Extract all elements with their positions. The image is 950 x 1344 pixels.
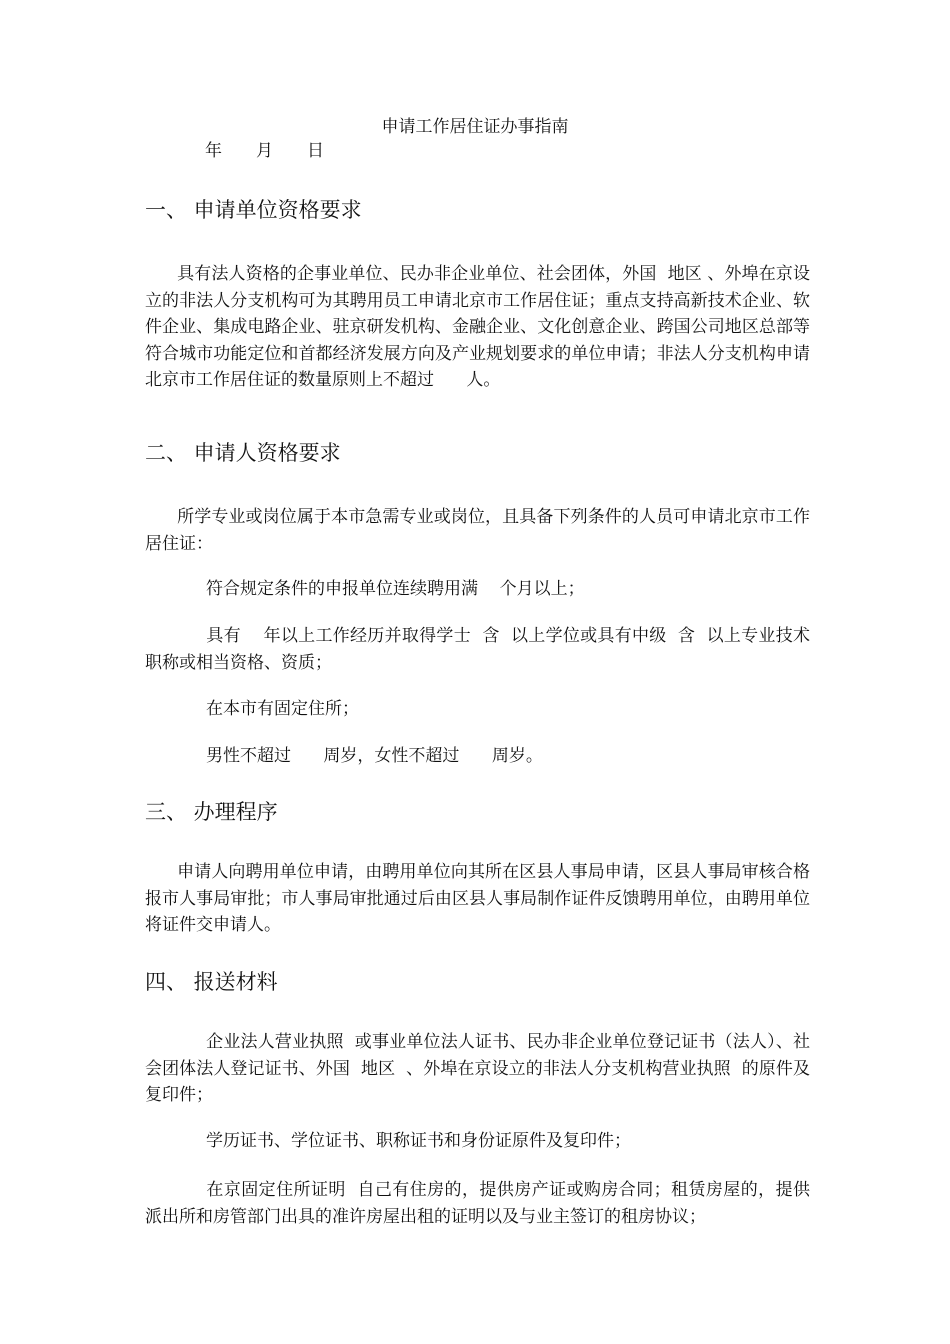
section-4-item-3 [145,1177,810,1230]
paragraph-text: 男性不超过 周岁，女性不超过 周岁。 [206,746,543,766]
section-2-paragraph-1 [145,504,810,557]
paragraph-text: 在京固定住所证明 自己有住房的，提供房产证或购房合同；租赁房屋的，提供派出所和房管部门出具的准许房屋出租的证明以及与业主签订的租房协议； [145,1180,810,1227]
section-4-item-1 [145,1029,810,1109]
section-3-paragraph-1 [145,859,810,939]
section-4-item-2 [145,1128,810,1155]
paragraph-text: 学历证书、学位证书、职称证书和身份证原件及复印件； [206,1131,631,1151]
section-heading-2: 二、 申请人资格要求 [145,441,341,465]
paragraph-text: 具有法人资格的企事业单位、民办非企业单位、社会团体，外国 地区 、外埠在京设立的非法人分支机构可为其聘用员工申请北京市工作居住证；重点支持高新技术企业、软件企业、集成电路企业、驻京研发机构、金融企业、文化创意企业、跨国公司地区总部等符合城市功能定位和首都经济发展方向及产业规划要求的单位申请；非法人分支机构申请北京市工作居住证的数量原则上不超过 人。 [145,264,810,390]
section-heading-1: 一、 申请单位资格要求 [145,198,362,222]
section-2-item-2 [145,623,810,676]
section-1-paragraph-1 [145,261,810,394]
paragraph-text: 符合规定条件的申报单位连续聘用满 个月以上； [206,579,585,599]
date-line: 年 月 日 [205,141,324,161]
section-2-item-3 [145,696,810,723]
section-heading-4: 四、 报送材料 [145,970,278,994]
document-title: 申请工作居住证办事指南 [381,117,569,137]
section-heading-3: 三、 办理程序 [145,800,278,824]
paragraph-text: 具有 年以上工作经历并取得学士 含 以上学位或具有中级 含 以上专业技术职称或相当资格、资质； [145,626,810,673]
paragraph-text: 企业法人营业执照 或事业单位法人证书、民办非企业单位登记证书（法人）、社会团体法人登记证书、外国 地区 、外埠在京设立的非法人分支机构营业执照 的原件及复印件； [145,1032,810,1105]
paragraph-text: 所学专业或岗位属于本市急需专业或岗位，且具备下列条件的人员可申请北京市工作居住证： [145,507,810,554]
section-2-item-4 [145,743,810,770]
section-2-item-1 [145,576,810,603]
paragraph-text: 在本市有固定住所； [206,699,359,719]
paragraph-text: 申请人向聘用单位申请，由聘用单位向其所在区县人事局申请，区县人事局审核合格报市人事局审批；市人事局审批通过后由区县人事局制作证件反馈聘用单位，由聘用单位将证件交申请人。 [145,862,810,935]
